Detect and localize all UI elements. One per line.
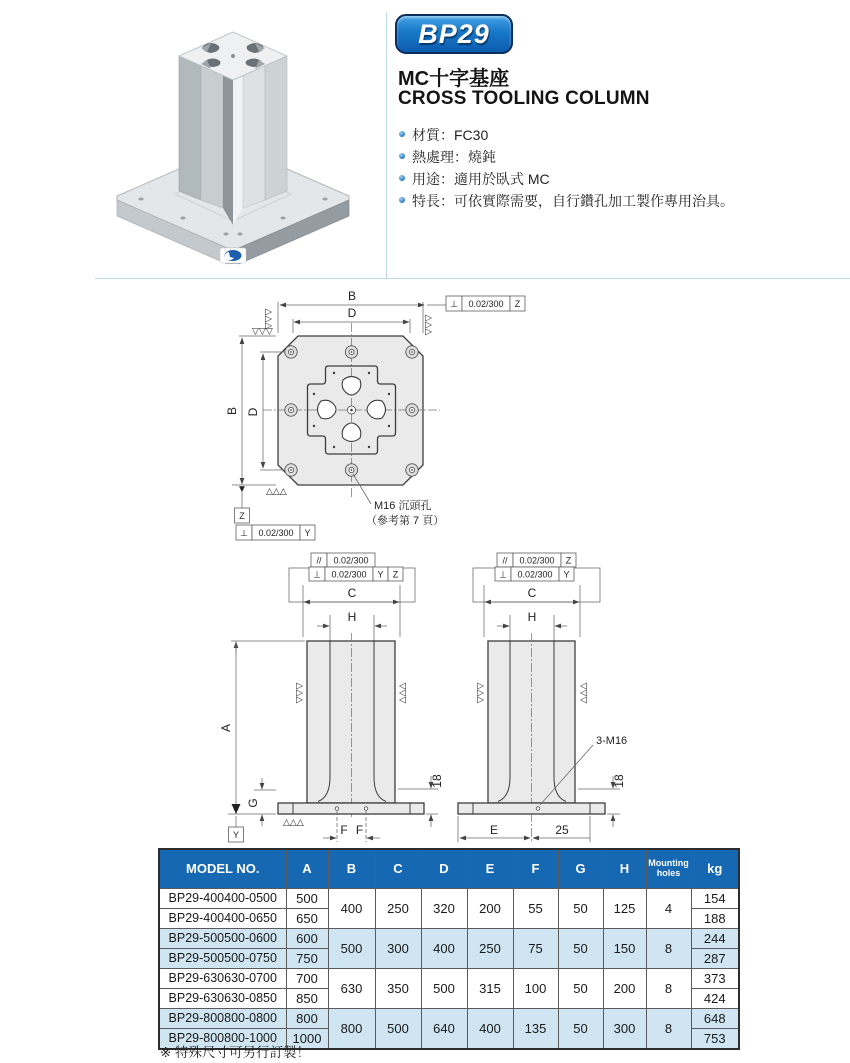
cell-a: 500 — [286, 889, 328, 909]
model-badge-label: BP29 — [418, 18, 490, 49]
cell-f: 100 — [513, 969, 558, 1009]
cell-model: BP29-500500-0600 — [159, 929, 286, 949]
cell-f: 135 — [513, 1009, 558, 1050]
dim-label-a: A — [219, 723, 233, 733]
datum-flag-z — [235, 508, 250, 523]
tolerance-frame-front-2 — [309, 567, 403, 581]
side-base — [458, 803, 605, 814]
col-header-e: E — [467, 849, 513, 889]
col-header-g: G — [558, 849, 603, 889]
vertical-divider — [386, 12, 387, 278]
page-title-zh: MC十字基座 — [398, 68, 510, 90]
tol-symbol: ⊥ — [313, 569, 321, 580]
spec-bullet — [399, 125, 488, 145]
tol-value: 0.02/300 — [468, 299, 504, 309]
cell-holes: 8 — [646, 929, 691, 969]
cell-kg: 154 — [691, 889, 739, 909]
tol-symbol: ⊥ — [240, 528, 248, 538]
dim-label-18: 18 — [612, 774, 626, 788]
footnote: ※ 特殊尺寸可另行訂製！ — [160, 1045, 311, 1060]
cell-a: 600 — [286, 929, 328, 949]
product-photo — [83, 2, 383, 268]
bullet-dot-icon — [399, 131, 405, 137]
horizontal-divider — [95, 278, 850, 279]
tol-datum: Y — [563, 569, 570, 580]
datum-triangle-icon: ▼ — [237, 484, 247, 495]
cell-d: 640 — [421, 1009, 467, 1050]
plan-view — [225, 289, 525, 540]
col-header-mounting-holes: Mounting holes — [646, 849, 691, 889]
front-base — [278, 803, 424, 814]
dim-label-g: G — [246, 798, 260, 808]
col-header-f: F — [513, 849, 558, 889]
bullet-dot-icon — [399, 197, 405, 203]
cell-d: 320 — [421, 889, 467, 929]
surface-finish-icon: ▽▽▽ — [252, 326, 273, 336]
datum-letter: Z — [239, 511, 245, 521]
tol-datum: Y — [304, 528, 311, 538]
table-row — [159, 1009, 739, 1029]
col-header-model: MODEL NO. — [159, 849, 286, 889]
cell-b: 800 — [328, 1009, 375, 1050]
surface-finish-icon: ▽▽▽ — [475, 682, 485, 704]
cell-h: 300 — [603, 1009, 646, 1050]
cell-holes: 8 — [646, 1009, 691, 1050]
cell-a: 800 — [286, 1009, 328, 1029]
col-header-h: H — [603, 849, 646, 889]
datum-letter: Y — [232, 830, 240, 840]
dim-label-f2: F — [355, 823, 364, 837]
table-row — [159, 929, 739, 949]
column-face — [265, 56, 287, 200]
dim-label-d: D — [347, 306, 357, 320]
tolerance-frame-plan-right — [446, 296, 525, 311]
cell-h: 200 — [603, 969, 646, 1009]
tol-symbol: // — [316, 555, 322, 566]
tolerance-frame-side-2 — [495, 567, 574, 581]
table-row — [159, 969, 739, 989]
spec-bullet-label: 用途：適用於臥式 MC — [412, 171, 550, 187]
tol-symbol: // — [502, 555, 508, 566]
cell-e: 200 — [467, 889, 513, 929]
column-groove-light — [233, 75, 243, 225]
spec-bullet — [399, 169, 550, 189]
tol-value: 0.02/300 — [258, 528, 294, 538]
dim-label-h: H — [527, 610, 537, 624]
surface-finish-icon: ▽▽▽ — [294, 682, 304, 704]
tol-datum: Z — [392, 569, 399, 580]
cell-model: BP29-500500-0750 — [159, 949, 286, 969]
cell-g: 50 — [558, 929, 603, 969]
tol-datum: Z — [514, 299, 521, 309]
callout-3m16: 3-M16 — [596, 735, 628, 747]
cell-c: 250 — [375, 889, 421, 929]
cell-model: BP29-800800-1000 — [159, 1029, 286, 1050]
col-header-d: D — [421, 849, 467, 889]
cell-g: 50 — [558, 1009, 603, 1050]
cell-kg: 188 — [691, 909, 739, 929]
cell-d: 400 — [421, 929, 467, 969]
cell-kg: 244 — [691, 929, 739, 949]
spec-table — [158, 848, 740, 1050]
column-face — [201, 65, 223, 208]
cell-model: BP29-400400-0500 — [159, 889, 286, 909]
cell-a: 850 — [286, 989, 328, 1009]
cell-a: 650 — [286, 909, 328, 929]
surface-finish-icon: △△△ — [266, 486, 287, 496]
tol-value: 0.02/300 — [517, 569, 553, 580]
side-elevation — [458, 553, 627, 842]
table-row — [159, 889, 739, 909]
cell-holes: 4 — [646, 889, 691, 929]
tol-datum: Y — [377, 569, 384, 580]
cell-e: 315 — [467, 969, 513, 1009]
cell-b: 630 — [328, 969, 375, 1009]
cell-kg: 424 — [691, 989, 739, 1009]
surface-finish-icon: ▽▽▽ — [263, 308, 273, 330]
spec-bullet-label: 特長：可依實際需要，自行鑽孔加工製作專用治具。 — [412, 193, 734, 209]
bullet-dot-icon — [399, 153, 405, 159]
col-header-kg: kg — [691, 849, 739, 889]
dim-label-d-vert: D — [246, 407, 260, 417]
dim-label-f1: F — [340, 823, 348, 837]
tolerance-frame-side-1 — [497, 553, 576, 567]
tol-value: 0.02/300 — [519, 555, 555, 566]
cell-model: BP29-400400-0650 — [159, 909, 286, 929]
cell-e: 250 — [467, 929, 513, 969]
surface-finish-icon: △△△ — [283, 817, 304, 827]
cell-kg: 753 — [691, 1029, 739, 1050]
cell-model: BP29-800800-0800 — [159, 1009, 286, 1029]
datum-flag-y — [229, 827, 244, 842]
hole-note-line1: M16 沉頭孔 — [374, 500, 432, 512]
cell-a: 750 — [286, 949, 328, 969]
cell-b: 500 — [328, 929, 375, 969]
tol-symbol: ⊥ — [450, 299, 458, 309]
dim-label-b-vert: B — [225, 406, 239, 416]
cell-f: 55 — [513, 889, 558, 929]
spec-bullet — [399, 147, 496, 167]
model-badge — [395, 14, 513, 54]
cell-h: 150 — [603, 929, 646, 969]
bullet-dot-icon — [399, 175, 405, 181]
dim-label-b: B — [347, 289, 357, 303]
cell-model: BP29-630630-0700 — [159, 969, 286, 989]
spec-bullet — [399, 191, 734, 211]
table-header-row — [159, 849, 739, 889]
cell-holes: 8 — [646, 969, 691, 1009]
spec-bullet-label: 熱處理：燒鈍 — [412, 149, 496, 165]
tolerance-frame-front-1 — [311, 553, 375, 567]
cell-c: 500 — [375, 1009, 421, 1050]
column-face — [243, 65, 265, 208]
cell-g: 50 — [558, 969, 603, 1009]
cell-e: 400 — [467, 1009, 513, 1050]
cell-a: 700 — [286, 969, 328, 989]
cell-a: 1000 — [286, 1029, 328, 1050]
column-face — [179, 56, 201, 200]
tol-datum: Z — [565, 555, 572, 566]
tol-symbol: ⊥ — [499, 569, 507, 580]
cell-b: 400 — [328, 889, 375, 929]
dim-label-h: H — [347, 610, 357, 624]
dim-label-e: E — [489, 823, 499, 837]
tol-value: 0.02/300 — [331, 569, 367, 580]
column-groove-dark — [223, 75, 233, 225]
cell-f: 75 — [513, 929, 558, 969]
hole-note-line2: （參考第 7 頁） — [366, 515, 445, 527]
page-title-en: CROSS TOOLING COLUMN — [398, 88, 650, 109]
cell-kg: 373 — [691, 969, 739, 989]
surface-finish-icon: ▽▽▽ — [579, 682, 589, 704]
surface-finish-icon: ▽▽▽ — [398, 682, 408, 704]
datum-triangle-icon — [232, 804, 241, 814]
cell-d: 500 — [421, 969, 467, 1009]
cell-h: 125 — [603, 889, 646, 929]
front-elevation — [219, 553, 444, 842]
surface-finish-icon: ▽▽▽ — [423, 314, 433, 336]
col-header-a: A — [286, 849, 328, 889]
front-column — [307, 641, 395, 803]
cell-kg: 648 — [691, 1009, 739, 1029]
col-header-b: B — [328, 849, 375, 889]
dim-label-c: C — [527, 586, 537, 600]
cell-c: 300 — [375, 929, 421, 969]
cell-kg: 287 — [691, 949, 739, 969]
dim-label-c: C — [347, 586, 357, 600]
cell-c: 350 — [375, 969, 421, 1009]
col-header-c: C — [375, 849, 421, 889]
tolerance-frame-plan-bottom — [236, 525, 315, 540]
cell-g: 50 — [558, 889, 603, 929]
cell-model: BP29-630630-0850 — [159, 989, 286, 1009]
brand-logo — [220, 248, 246, 263]
dim-label-18: 18 — [430, 774, 444, 788]
spec-bullet-label: 材質：FC30 — [412, 127, 489, 143]
dim-label-25: 25 — [555, 823, 569, 837]
tol-value: 0.02/300 — [333, 555, 369, 566]
technical-drawing — [0, 285, 850, 845]
